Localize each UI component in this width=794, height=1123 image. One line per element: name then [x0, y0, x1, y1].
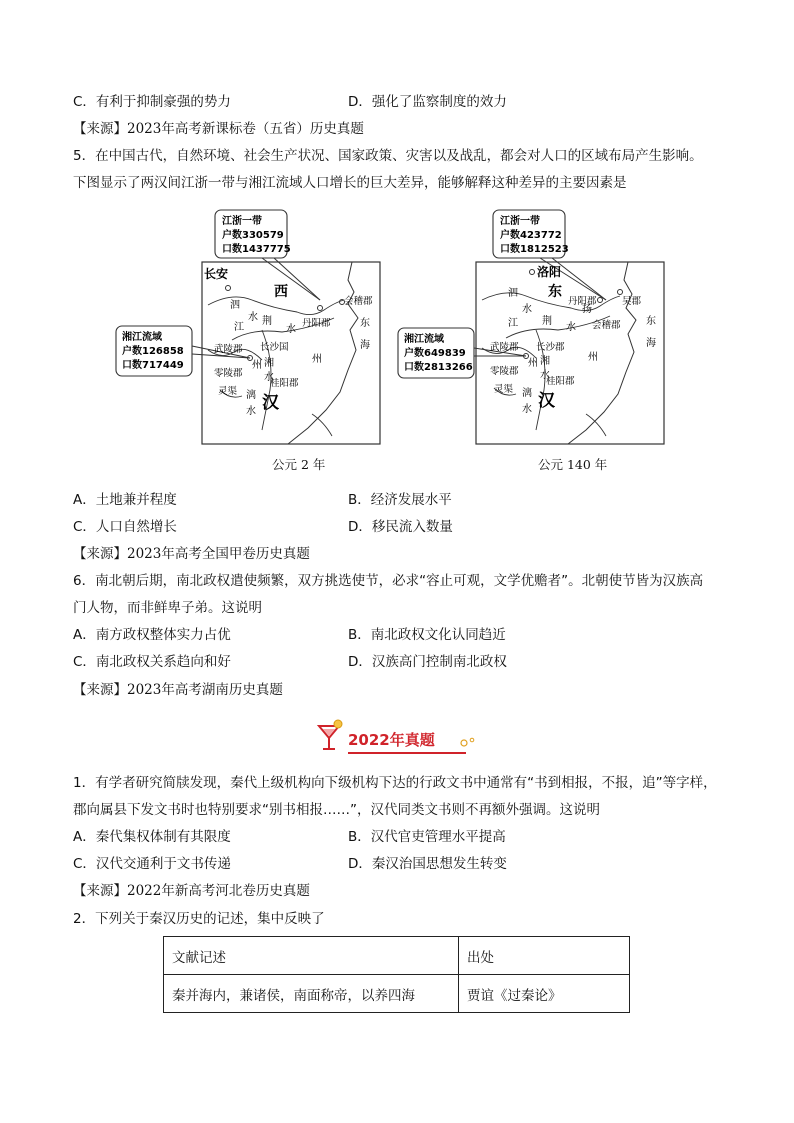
left-river-1a: 泗: [230, 300, 240, 311]
right-side-box-line3: 口数2813266: [404, 362, 473, 373]
q6-option-a: A．南方政权整体实力占优: [73, 627, 231, 643]
left-side-box-line2: 户数126858: [122, 346, 184, 357]
left-side-box-line3: 口数717449: [122, 360, 184, 371]
left-side-box-line1: 湘江流域: [122, 332, 162, 343]
q6-option-d: D．汉族高门控制南北政权: [348, 654, 507, 670]
right-changsha: 长沙郡: [536, 342, 565, 353]
right-kuaiji: 会稽郡: [592, 320, 621, 331]
left-river-2a: 江: [234, 322, 244, 333]
right-lingling: 零陵郡: [490, 366, 519, 377]
right-top-box-line1: 江浙一带: [500, 216, 540, 227]
right-side-box-line1: 湘江流域: [404, 334, 444, 345]
right-zhou-1: 州: [528, 358, 538, 369]
q6-stem-line2: 门人物，而非鲜卑子弟。这说明: [73, 600, 262, 616]
left-lingqu: 灵渠: [218, 386, 238, 397]
q5-option-a: A．土地兼并程度: [73, 492, 177, 508]
right-sea-1: 东: [646, 316, 656, 327]
left-xiang-2: 水: [264, 372, 274, 383]
right-river-1a: 泗: [508, 288, 518, 299]
q5-stem-line2: 下图显示了两汉间江浙一带与湘江流域人口增长的巨大差异，能够解释这种差异的主要因素是: [73, 175, 627, 191]
table-header-cell: 文献记述: [164, 937, 459, 975]
left-sea-2: 海: [360, 340, 370, 351]
left-dynasty-1: 西: [274, 284, 288, 300]
source-table: [163, 936, 630, 1013]
right-river-1b: 水: [522, 304, 532, 315]
q2022-1-source: 【来源】2022年新高考河北卷历史真题: [73, 883, 310, 899]
left-dynasty-2: 汉: [262, 393, 279, 413]
table-header-cell: 出处: [459, 937, 630, 975]
left-changsha: 长沙国: [260, 342, 289, 353]
right-guiyang: 桂阳郡: [546, 376, 575, 387]
section-title: 2022年真题: [348, 731, 435, 749]
q5-option-b: B．经济发展水平: [348, 492, 452, 508]
right-zhou-2: 州: [588, 352, 598, 363]
q2022-1-option-a: A．秦代集权体制有其限度: [73, 829, 231, 845]
q6-option-c: C．南北政权关系趋向和好: [73, 654, 231, 670]
left-li-1: 漓: [246, 390, 256, 401]
right-danyang: 丹阳郡: [568, 296, 597, 307]
q5-source: 【来源】2023年高考全国甲卷历史真题: [73, 546, 310, 562]
left-top-box-line1: 江浙一带: [222, 216, 262, 227]
left-danyang: 丹阳郡: [302, 318, 331, 329]
cocktail-icon: [316, 718, 346, 754]
q6-option-b: B．南北政权文化认同趋近: [348, 627, 506, 643]
right-top-box-line2: 户数423772: [500, 230, 562, 241]
q6-source: 【来源】2023年高考湖南历史真题: [73, 682, 283, 698]
left-lingling: 零陵郡: [214, 368, 243, 379]
q6-stem-line1: 6．南北朝后期，南北政权遣使频繁，双方挑选使节，必求“容止可观，文学优赡者”。北朝使节皆为汉族高: [73, 573, 704, 589]
q4-option-c: C．有利于抑制豪强的势力: [73, 94, 231, 110]
left-top-box-line3: 口数1437775: [222, 244, 291, 255]
left-zhou-1: 州: [252, 360, 262, 371]
right-river-4: 水: [566, 322, 576, 333]
q2022-2-stem: 2．下列关于秦汉历史的记述，集中反映了: [73, 911, 325, 927]
right-capital: 洛阳: [537, 265, 562, 279]
table-header-row: [164, 937, 630, 975]
left-li-2: 水: [246, 406, 256, 417]
left-capital: 长安: [204, 267, 229, 281]
left-zhou-2: 州: [312, 354, 322, 365]
right-river-3: 荆: [542, 316, 552, 327]
map-east-han: [396, 200, 686, 450]
map-west-han: [112, 200, 402, 450]
right-li-1: 漓: [522, 388, 532, 399]
right-li-2: 水: [522, 404, 532, 415]
q4-source: 【来源】2023年高考新课标卷（五省）历史真题: [73, 121, 364, 137]
q2022-1-option-c: C．汉代交通利于文书传递: [73, 856, 231, 872]
q2022-1-stem-line2: 郡向属县下发文书时也特别要求“别书相报……”，汉代同类文书则不再额外强调。这说明: [73, 802, 600, 818]
right-wuling: 武陵郡: [490, 342, 519, 353]
right-dynasty-1: 东: [548, 284, 562, 300]
left-wuling: 武陵郡: [214, 344, 243, 355]
right-xiang-2: 水: [540, 370, 550, 381]
table-row: [164, 975, 630, 1013]
q5-stem-line1: 5．在中国古代，自然环境、社会生产状况、国家政策、灾害以及战乱，都会对人口的区域布局产生影响。: [73, 148, 703, 164]
left-xiang-1: 湘: [264, 358, 274, 369]
table-cell: 秦并海内，兼诸侯，南面称帝，以养四海: [164, 975, 459, 1013]
q2022-1-option-b: B．汉代官吏管理水平提高: [348, 829, 506, 845]
left-river-3: 荆: [262, 316, 272, 327]
right-sea-2: 海: [646, 338, 656, 349]
right-top-box-line3: 口数1812523: [500, 244, 569, 255]
table-cell: 贾谊《过秦论》: [459, 975, 630, 1013]
q5-option-c: C．人口自然增长: [73, 519, 177, 535]
q4-option-d: D．强化了监察制度的效力: [348, 94, 507, 110]
left-guiyang: 桂阳郡: [270, 378, 299, 389]
left-sea-1: 东: [360, 318, 370, 329]
right-dynasty-2: 汉: [538, 391, 555, 411]
left-river-1b: 水: [248, 312, 258, 323]
right-side-box-line2: 户数649839: [404, 348, 466, 359]
left-kuaiji: 会稽郡: [344, 296, 373, 307]
q2022-1-option-d: D．秦汉治国思想发生转变: [348, 856, 507, 872]
left-map-caption: 公元 2 年: [272, 457, 326, 472]
right-river-2a: 江: [508, 318, 518, 329]
right-wu: 吴郡: [622, 296, 642, 307]
right-yang: 扬: [582, 304, 592, 315]
left-river-4: 水: [286, 324, 296, 335]
section-underline: [348, 752, 466, 754]
q5-option-d: D．移民流入数量: [348, 519, 453, 535]
right-xiang-1: 湘: [540, 356, 550, 367]
q2022-1-stem-line1: 1．有学者研究简牍发现，秦代上级机构向下级机构下达的行政文书中通常有“书到相报，不报，追”等字样，: [73, 775, 717, 791]
bubble-dots-icon: [459, 735, 481, 747]
right-map-caption: 公元 140 年: [538, 457, 608, 472]
left-top-box-line2: 户数330579: [222, 230, 284, 241]
right-lingqu: 灵渠: [494, 384, 514, 395]
